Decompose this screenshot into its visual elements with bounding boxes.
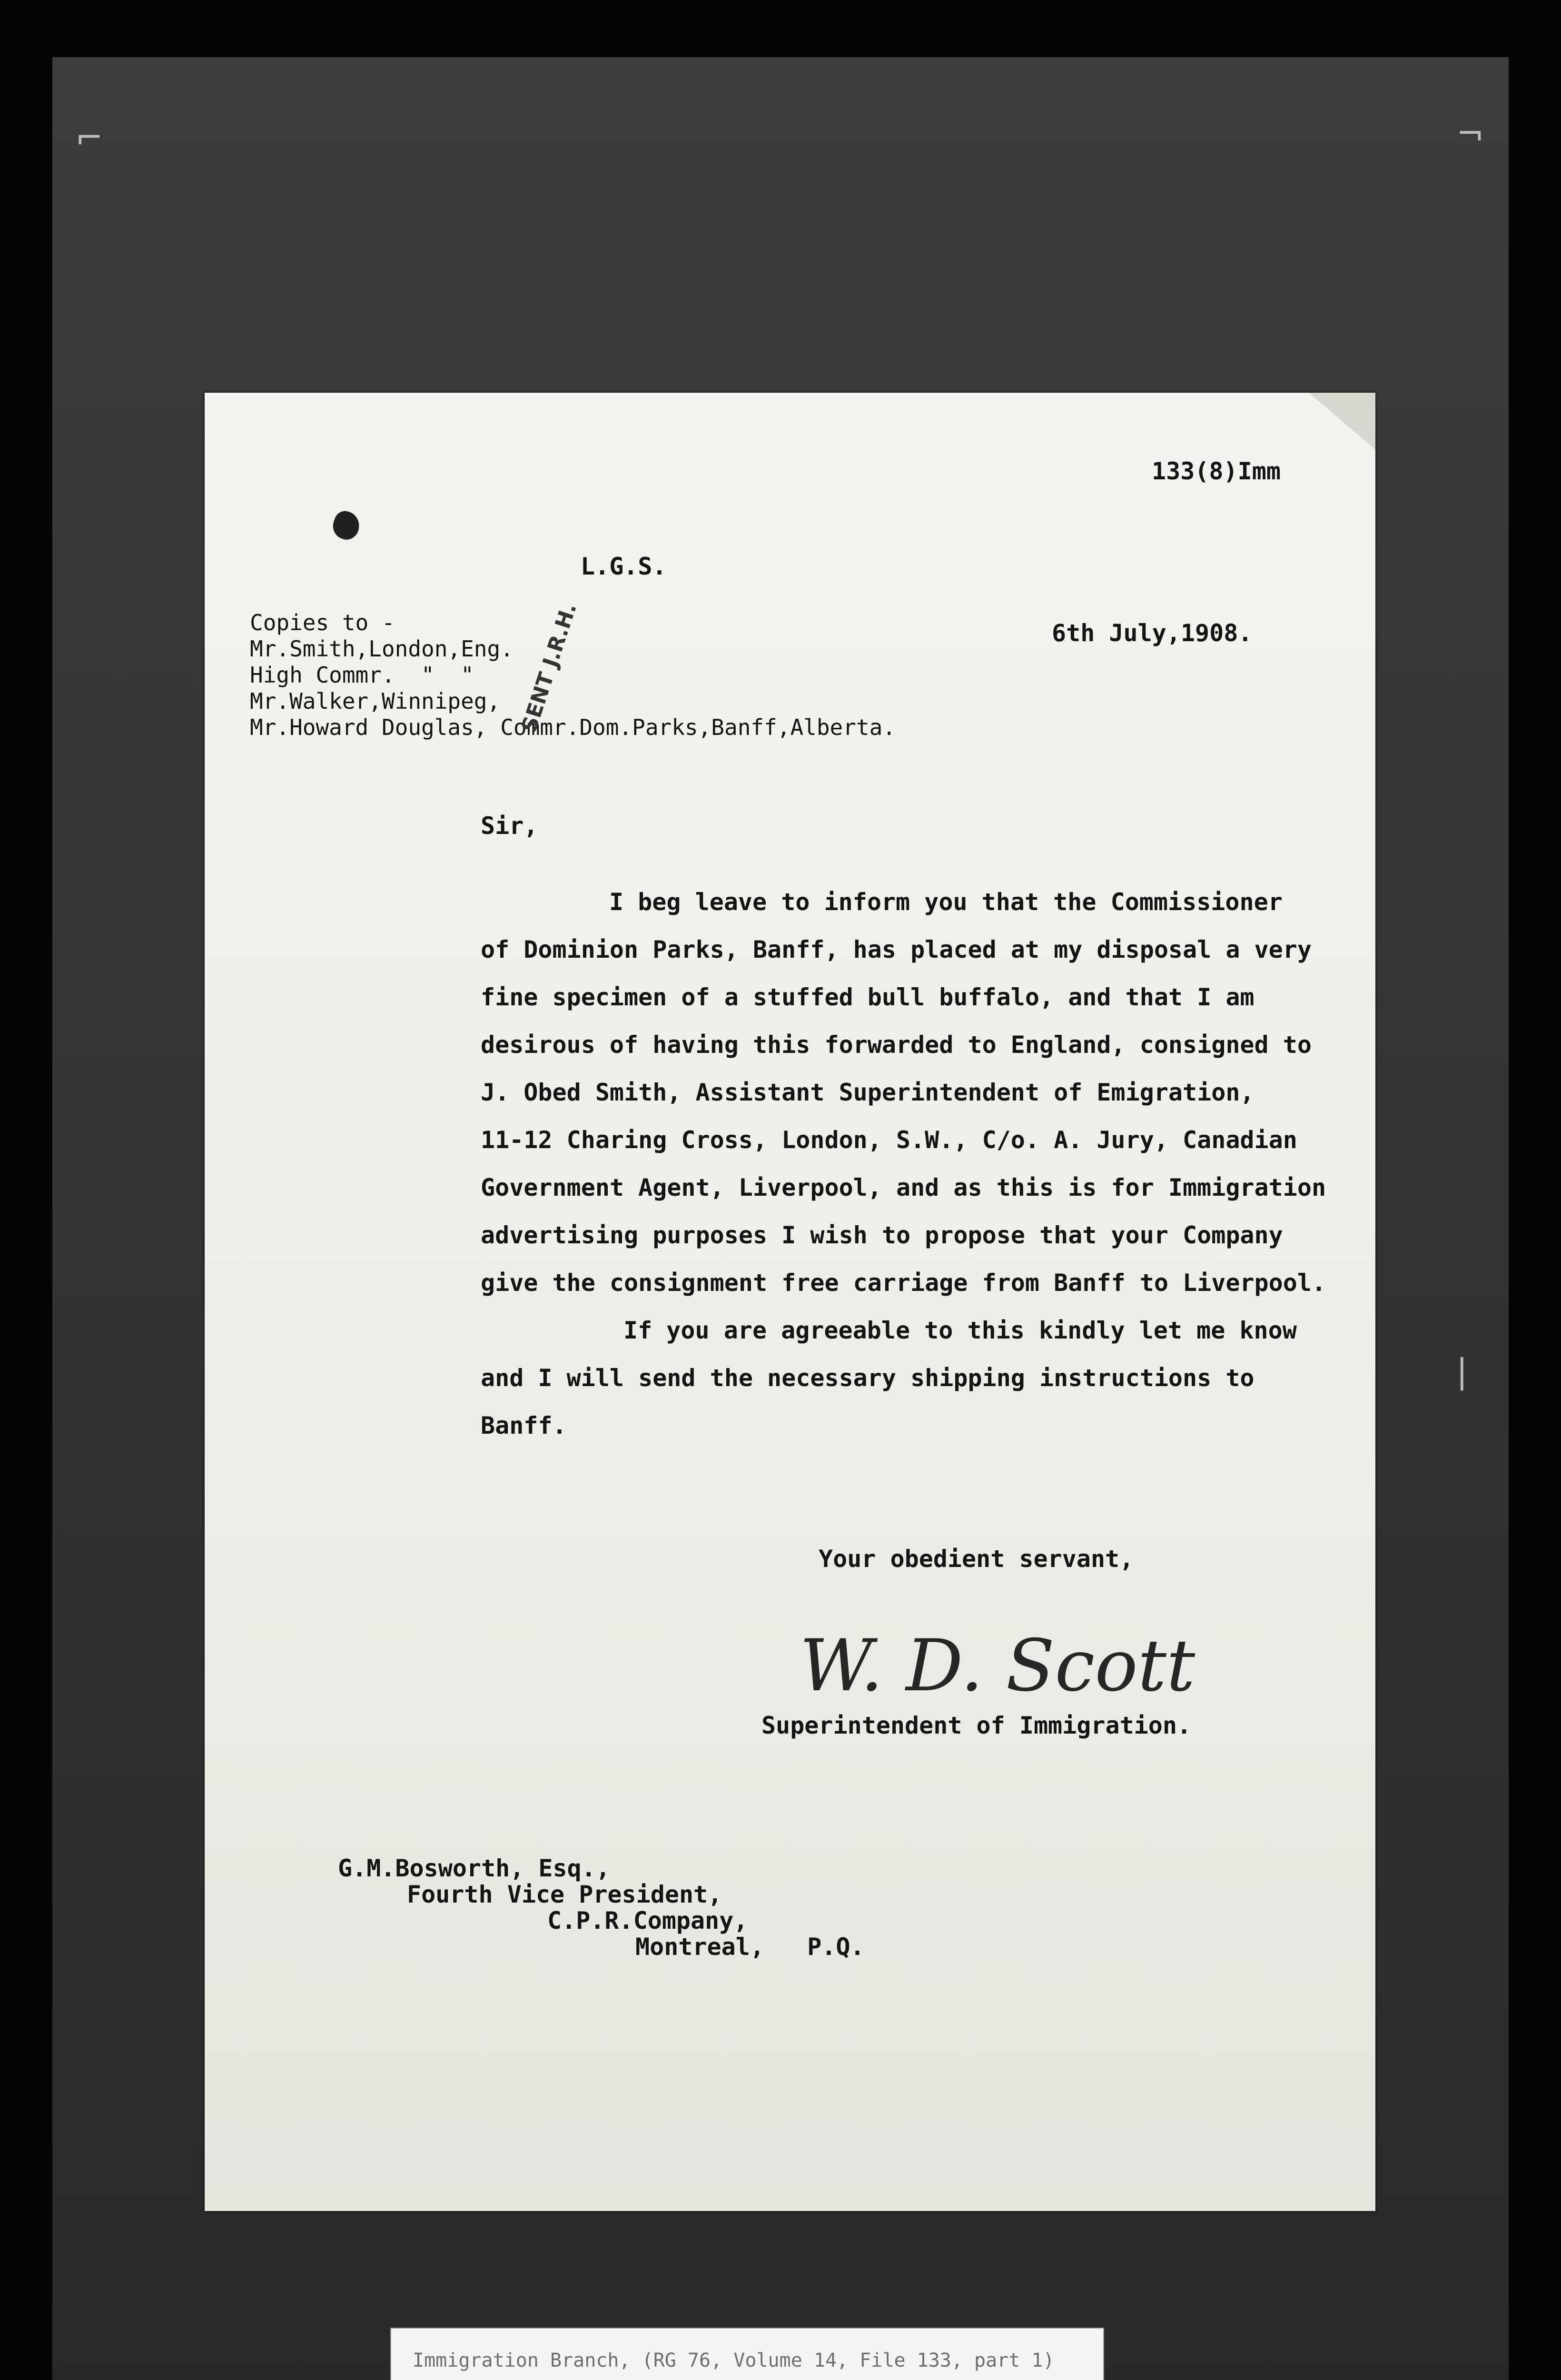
dictation-initials: L.G.S. xyxy=(581,553,667,580)
body-line: and I will send the necessary shipping instructions to xyxy=(481,1364,1255,1392)
archival-reference-label: Immigration Branch, (RG 76, Volume 14, File 133, part 1) xyxy=(390,2328,1104,2380)
frame-corner-mark: ¬ xyxy=(1456,114,1484,153)
body-line: of Dominion Parks, Banff, has placed at my disposal a very xyxy=(481,936,1312,963)
letter-date: 6th July,1908. xyxy=(1052,619,1253,647)
body-line: Government Agent, Liverpool, and as this is for Immigration xyxy=(481,1174,1326,1201)
salutation: Sir, xyxy=(481,812,538,840)
body-line: If you are agreeable to this kindly let me know xyxy=(623,1317,1297,1344)
copies-heading: Copies to - xyxy=(250,610,395,635)
signer-title: Superintendent of Immigration. xyxy=(761,1712,1192,1739)
letter-page xyxy=(205,393,1375,2211)
frame-edge-mark: | xyxy=(1456,1352,1468,1391)
sent-stamp: SENT J.R.H. xyxy=(517,600,582,735)
body-line: I beg leave to inform you that the Commissioner xyxy=(609,888,1283,916)
copies-recipient: Mr.Howard Douglas, Commr.Dom.Parks,Banff,Alberta. xyxy=(250,714,896,740)
body-line: fine specimen of a stuffed bull buffalo, and that I am xyxy=(481,983,1255,1011)
copies-recipient: Mr.Walker,Winnipeg, xyxy=(250,688,501,714)
addressee-line: Montreal, P.Q. xyxy=(635,1933,865,1961)
closing: Your obedient servant, xyxy=(819,1545,1134,1573)
copies-recipient: High Commr. " " xyxy=(250,662,474,688)
addressee-line: G.M.Bosworth, Esq., xyxy=(338,1854,610,1882)
ink-blot xyxy=(329,508,364,543)
body-line: 11-12 Charing Cross, London, S.W., C/o. A. Jury, Canadian xyxy=(481,1126,1297,1154)
addressee-line: Fourth Vice President, xyxy=(407,1881,722,1908)
body-line: give the consignment free carriage from Banff to Liverpool. xyxy=(481,1269,1326,1297)
body-line: advertising purposes I wish to propose that your Company xyxy=(481,1221,1283,1249)
folded-corner xyxy=(1309,393,1375,450)
body-line: J. Obed Smith, Assistant Superintendent of Emigration, xyxy=(481,1079,1255,1106)
file-reference: 133(8)Imm xyxy=(1152,457,1281,485)
frame-corner-mark: ⌐ xyxy=(75,118,103,157)
addressee-line: C.P.R.Company, xyxy=(547,1907,748,1934)
signature: W. D. Scott xyxy=(800,1625,1195,1707)
body-line: desirous of having this forwarded to England, consigned to xyxy=(481,1031,1312,1059)
copies-recipient: Mr.Smith,London,Eng. xyxy=(250,636,514,662)
body-line: Banff. xyxy=(481,1412,567,1439)
